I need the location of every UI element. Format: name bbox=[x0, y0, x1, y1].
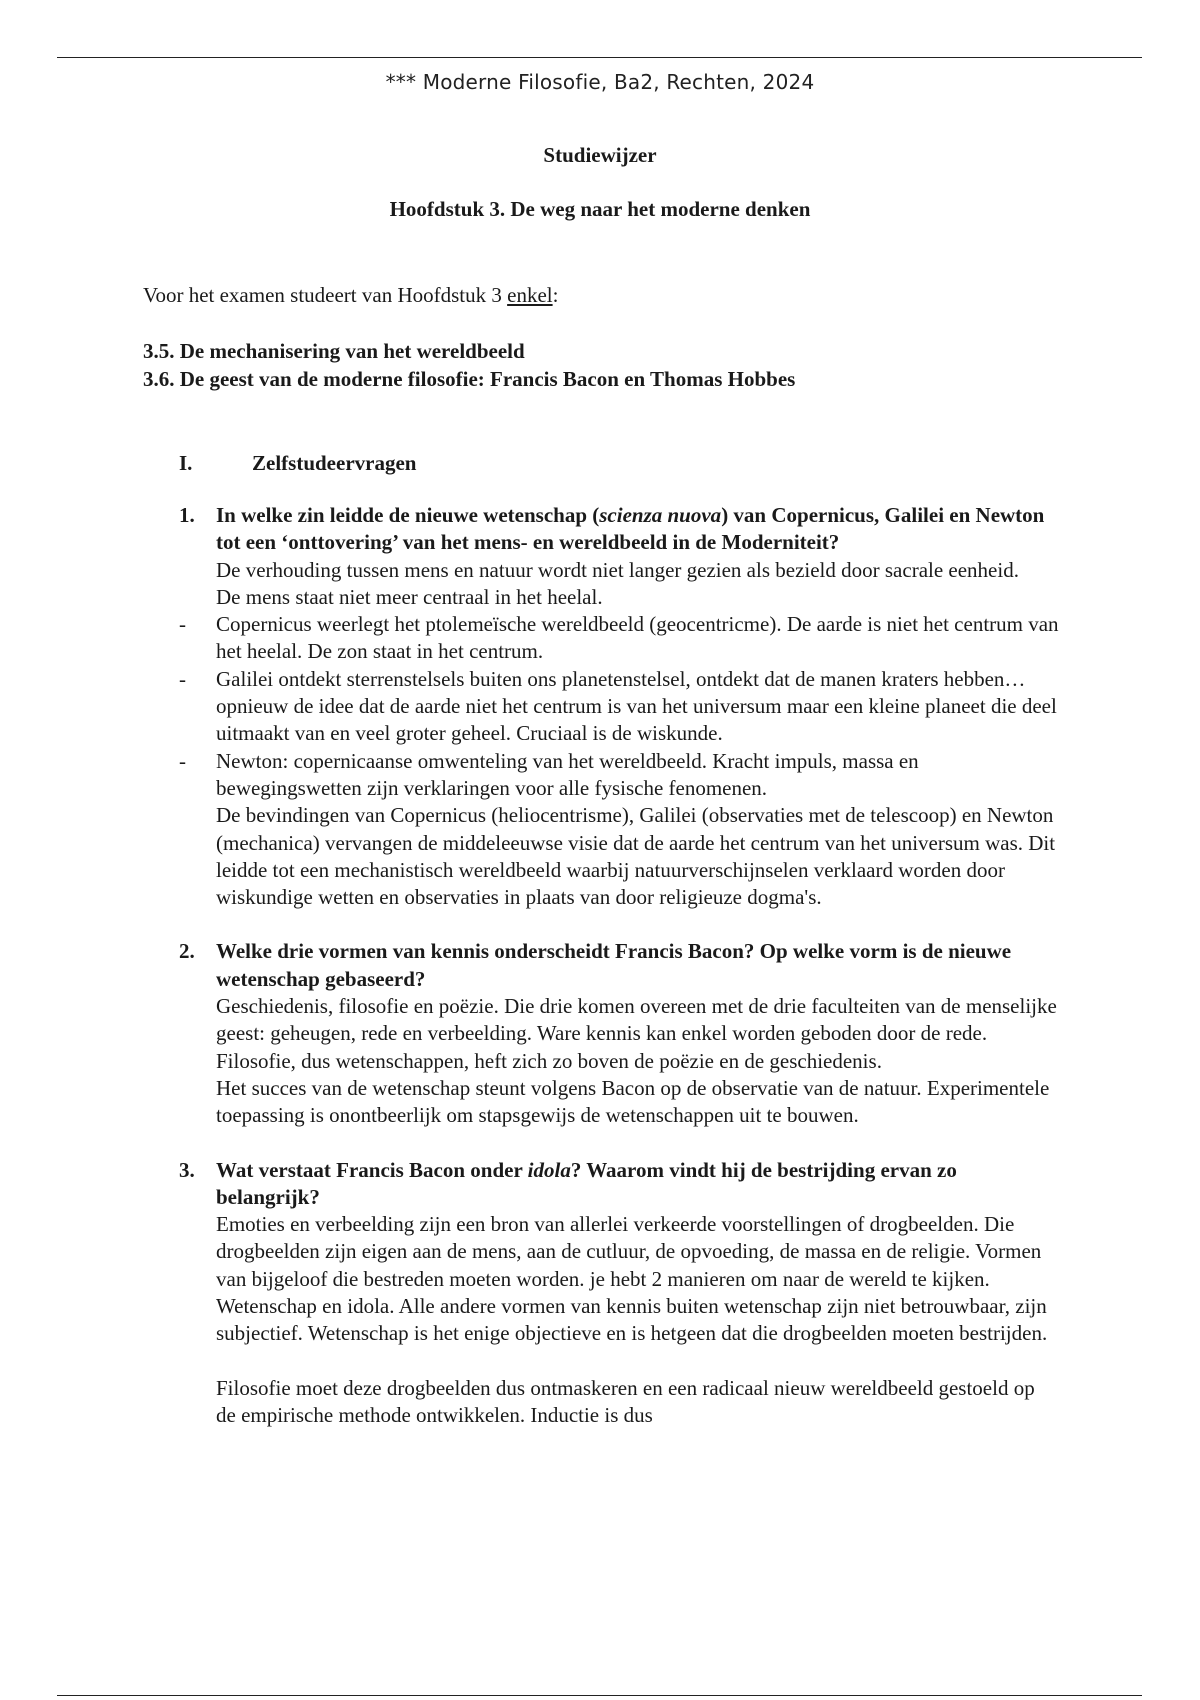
question-3 bbox=[179, 1157, 1059, 1430]
chapter-title: Hoofdstuk 3. De weg naar het moderne denken bbox=[389, 197, 811, 221]
question-number: 3. bbox=[179, 1157, 195, 1182]
answer-paragraph: Emoties en verbeelding zijn een bron van allerlei verkeerde voorstellingen of drogbeelden. Die drogbeelden zijn eigen aan de mens, aan de cutluur, de opvoeding, de massa en de religie. Vormen van bijgeloof die bestreden moeten worden. je hebt 2 manieren om naar de wereld te kijken. Wetenschap en idola. Alle andere vormen van kennis buiten wetenschap zijn niet betrouwbaar, zijn subjectief. Wetenschap is het enige objectieve en is hetgeen dat die drogbeelden moeten bestrijden. bbox=[216, 1212, 1048, 1346]
intro-underlined: enkel bbox=[507, 283, 553, 307]
question-text: Wat verstaat Francis Bacon onder idola? Waarom vindt hij de bestrijding ervan zo belangrijk? bbox=[216, 1157, 957, 1209]
part-title: Zelfstudeervragen bbox=[252, 451, 417, 475]
questions-body bbox=[179, 502, 1059, 1429]
exam-intro bbox=[143, 283, 558, 308]
section-list bbox=[143, 337, 795, 393]
question-text: Welke drie vormen van kennis onderscheidt Francis Bacon? Op welke vorm is de nieuwe wetenschap gebaseerd? bbox=[216, 939, 1012, 991]
intro-suffix: : bbox=[552, 283, 559, 307]
question-text: In welke zin leidde de nieuwe wetenschap (scienza nuova) van Copernicus, Galilei en Newton tot een ‘onttovering’ van het mens- en wereldbeeld in de Moderniteit? bbox=[216, 503, 1045, 555]
answer-paragraph: Het succes van de wetenschap steunt volgens Bacon op de observatie van de natuur. Experimentele toepassing is onontbeerlijk om stapsgewijs de wetenschappen uit te bouwen. bbox=[216, 1075, 1050, 1128]
answer-paragraph: Geschiedenis, filosofie en poëzie. Die drie komen overeen met de drie faculteiten van de menselijke geest: geheugen, rede en verbeelding. Ware kennis kan enkel worden geboden door de rede. Filosofie, dus wetenschappen, heft zich zo boven de poëzie en de geschiedenis. bbox=[216, 994, 1057, 1073]
section-item: 3.6. De geest van de moderne filosofie: Francis Bacon en Thomas Hobbes bbox=[143, 367, 796, 391]
section-item: 3.5. De mechanisering van het wereldbeeld bbox=[143, 339, 525, 363]
question-2 bbox=[179, 938, 1059, 1129]
part-heading bbox=[179, 451, 416, 476]
bullet-item: - Copernicus weerlegt het ptolemeïsche wereldbeeld (geocentricme). De aarde is niet het centrum van het heelal. De zon staat in het centrum. bbox=[179, 612, 1059, 664]
bottom-rule bbox=[57, 1695, 1142, 1696]
bullet-item: - Newton: copernicaanse omwenteling van het wereldbeeld. Kracht impuls, massa en bewegingswetten zijn verklaringen voor alle fysische fenomenen. bbox=[179, 748, 919, 800]
document-title: Studiewijzer bbox=[543, 143, 657, 167]
question-number: 2. bbox=[179, 939, 195, 964]
answer-paragraph: Filosofie moet deze drogbeelden dus ontmaskeren en een radicaal nieuw wereldbeeld gestoeld op de empirische methode ontwikkelen. Inductie is dus bbox=[216, 1375, 1035, 1427]
course-header: *** Moderne Filosofie, Ba2, Rechten, 2024 bbox=[385, 70, 815, 94]
bullet-item: - Galilei ontdekt sterrenstelsels buiten ons planetenstelsel, ontdekt dat de manen kraters hebben… opnieuw de idee dat de aarde niet het centrum is van het universum maar een kleine planeet die deel uitmaakt van en veel groter geheel. Cruciaal is de wiskunde. bbox=[179, 666, 1057, 746]
question-number: 1. bbox=[179, 503, 195, 527]
part-number: I. bbox=[179, 451, 193, 475]
question-1 bbox=[179, 502, 1059, 611]
intro-prefix: Voor het examen studeert van Hoofdstuk 3 bbox=[143, 283, 508, 307]
answer-conclusion: De bevindingen van Copernicus (heliocentrisme), Galilei (observaties met de telescoop) en Newton (mechanica) vervangen de middeleeuwse visie dat de aarde het centrum van het universum was. Dit leidde tot een mechanistisch wereldbeeld waarbij natuurverschijnselen verklaard worden door wiskundige wetten en observaties in plaats van door religieuze dogma's. bbox=[216, 803, 1056, 910]
answer-paragraph: De mens staat niet meer centraal in het heelal. bbox=[216, 584, 603, 609]
answer-paragraph: De verhouding tussen mens en natuur wordt niet langer gezien als bezield door sacrale eenheid. bbox=[216, 557, 1019, 582]
top-rule bbox=[57, 57, 1142, 58]
